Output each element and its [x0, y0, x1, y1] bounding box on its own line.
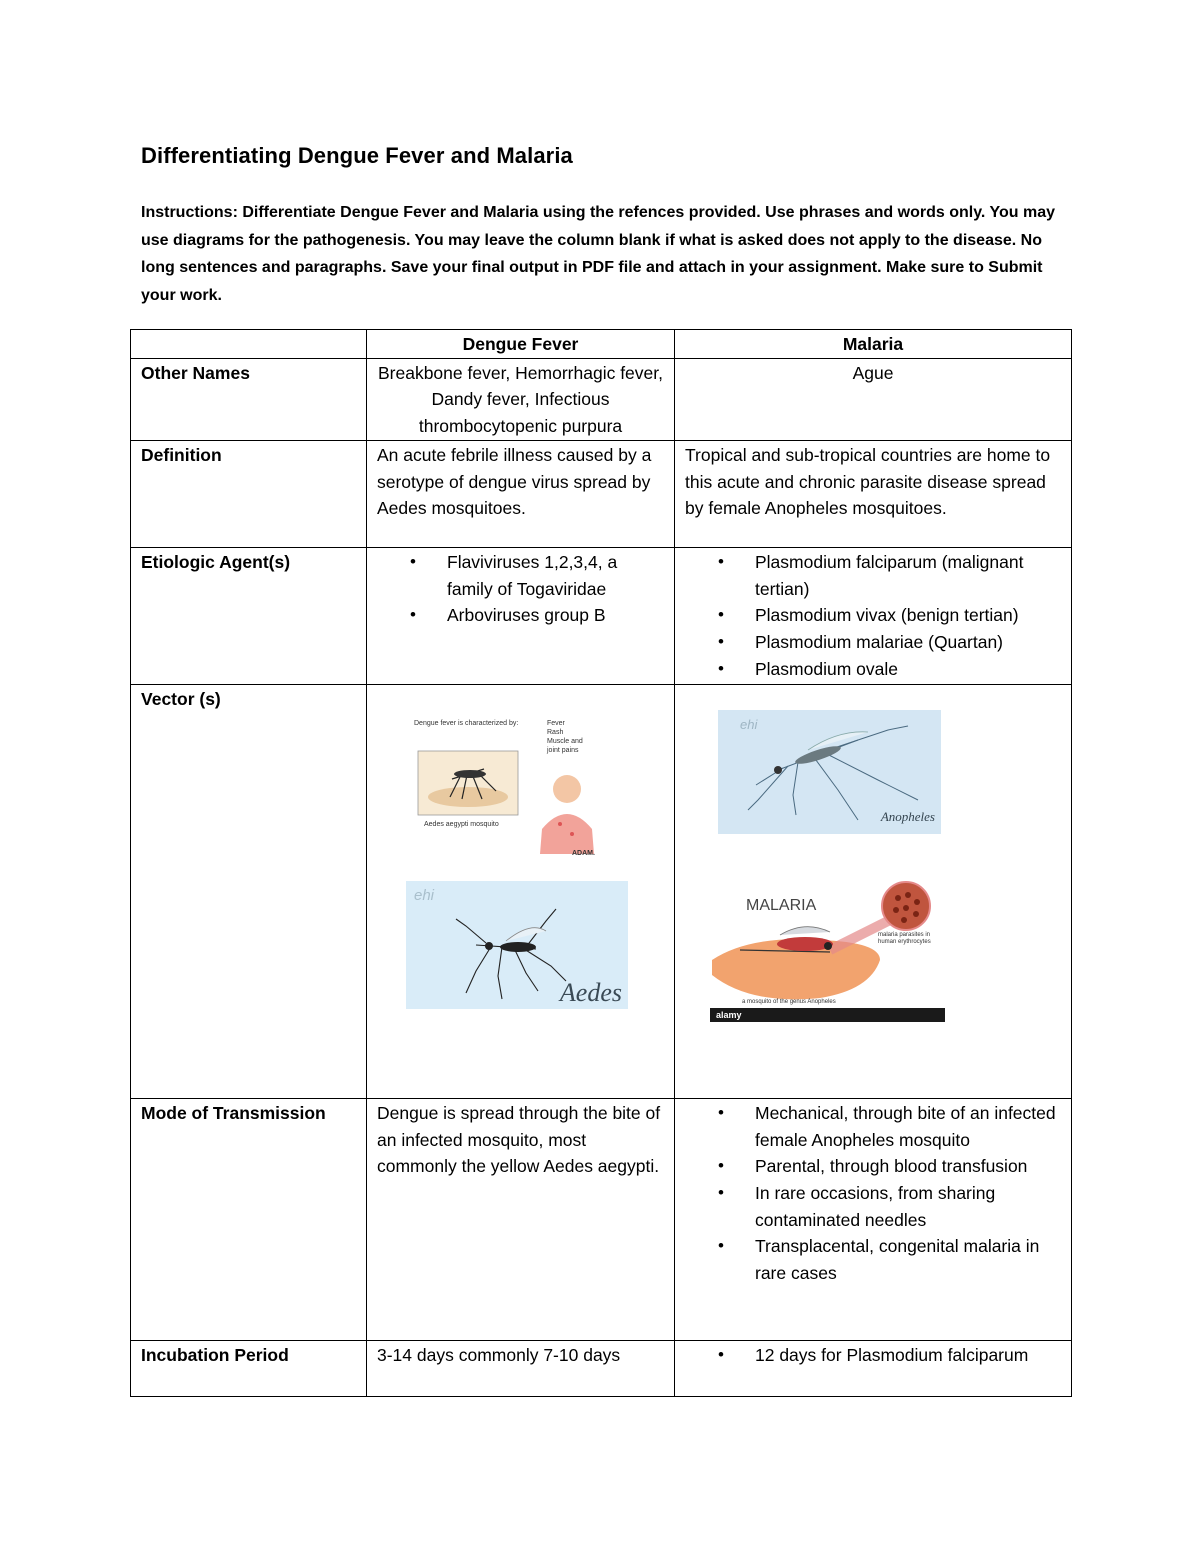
dengue-diagram-symptom: Rash [547, 728, 564, 736]
malaria-diagram-title: MALARIA [746, 896, 817, 914]
comparison-table [130, 329, 1072, 1397]
dengue-other-names: Breakbone fever, Hemorrhagic fever, Dandy fever, Infectious thrombocytopenic purpura [367, 358, 675, 440]
adam-logo: ADAM. [572, 849, 595, 857]
malaria-bottom-caption: a mosquito of the genus Anopheles [742, 998, 836, 1005]
row-etiologic [131, 547, 1072, 684]
row-label-other-names: Other Names [131, 358, 367, 440]
malaria-definition: Tropical and sub-tropical countries are home to this acute and chronic parasite disease spread by female Anopheles mosquitoes. [675, 440, 1072, 547]
list-item: • Flaviviruses 1,2,3,4, a family of Togaviridae [447, 549, 664, 602]
ehi-logo: ehi [414, 886, 435, 904]
malaria-etiologic [675, 547, 1072, 684]
dengue-transmission: Dengue is spread through the bite of an infected mosquito, most commonly the yellow Aedes aegypti. [367, 1098, 675, 1340]
header-malaria: Malaria [675, 330, 1072, 359]
row-label-vector: Vector (s) [131, 684, 367, 1098]
instructions: Instructions: Differentiate Dengue Fever and Malaria using the refences provided. Use phrases and words only. You may use diagrams for the pathogenesis. You may leave the column blank if what is asked does not apply to the disease. No long sentences and paragraphs. Save your final output in PDF file and attach in your assignment. Make sure to Submit your work. [141, 204, 1056, 304]
list-item: • Plasmodium ovale [755, 656, 1061, 683]
list-item: • In rare occasions, from sharing contaminated needles [755, 1180, 1061, 1233]
malaria-etiologic-list [685, 549, 1061, 683]
dengue-diagram-symptom: Fever [547, 719, 565, 727]
ehi-logo: ehi [740, 716, 758, 732]
list-item: • Parental, through blood transfusion [755, 1153, 1061, 1180]
dengue-diagram-symptom: joint pains [547, 746, 579, 754]
dengue-definition: An acute febrile illness caused by a serotype of dengue virus spread by Aedes mosquitoes. [367, 440, 675, 547]
malaria-vector [675, 684, 1072, 1098]
dengue-incubation: 3-14 days commonly 7-10 days [367, 1340, 675, 1396]
dengue-diagram-mosquito-caption: Aedes aegypti mosquito [424, 820, 499, 828]
row-label-incubation: Incubation Period [131, 1340, 367, 1396]
row-label-etiologic: Etiologic Agent(s) [131, 547, 367, 684]
dengue-diagram-image [412, 719, 612, 859]
alamy-logo: alamy [716, 1009, 742, 1020]
page-title: Differentiating Dengue Fever and Malaria [141, 143, 573, 168]
malaria-incubation-list [685, 1342, 1061, 1369]
row-vector [131, 684, 1072, 1098]
list-item: • Plasmodium malariae (Quartan) [755, 629, 1061, 656]
malaria-other-names: Ague [675, 358, 1072, 440]
row-incubation [131, 1340, 1072, 1396]
list-item: • Plasmodium vivax (benign tertian) [755, 602, 1061, 629]
row-other-names [131, 358, 1072, 440]
malaria-transmission [675, 1098, 1072, 1340]
header-empty [131, 330, 367, 359]
dengue-diagram-caption-title: Dengue fever is characterized by: [414, 719, 519, 727]
aedes-image [406, 881, 628, 1009]
malaria-diagram-image [710, 880, 945, 1026]
row-definition [131, 440, 1072, 547]
row-transmission [131, 1098, 1072, 1340]
aedes-label: Aedes [559, 978, 622, 1008]
list-item: • 12 days for Plasmodium falciparum [755, 1342, 1061, 1369]
anopheles-image [718, 710, 941, 834]
header-row [131, 330, 1072, 359]
row-label-definition: Definition [131, 440, 367, 547]
header-dengue: Dengue Fever [367, 330, 675, 359]
malaria-parasite-caption: malaria parasites in human erythrocytes [878, 931, 931, 945]
list-item: • Transplacental, congenital malaria in rare cases [755, 1233, 1061, 1286]
dengue-etiologic [367, 547, 675, 684]
malaria-incubation [675, 1340, 1072, 1396]
anopheles-label: Anopheles [880, 809, 935, 825]
dengue-etiologic-list [377, 549, 664, 629]
row-label-transmission: Mode of Transmission [131, 1098, 367, 1340]
list-item: • Arboviruses group B [447, 602, 664, 629]
dengue-vector [367, 684, 675, 1098]
malaria-transmission-list [685, 1100, 1061, 1287]
list-item: • Mechanical, through bite of an infected female Anopheles mosquito [755, 1100, 1061, 1153]
dengue-diagram-symptom: Muscle and [547, 737, 583, 745]
list-item: • Plasmodium falciparum (malignant tertian) [755, 549, 1061, 602]
